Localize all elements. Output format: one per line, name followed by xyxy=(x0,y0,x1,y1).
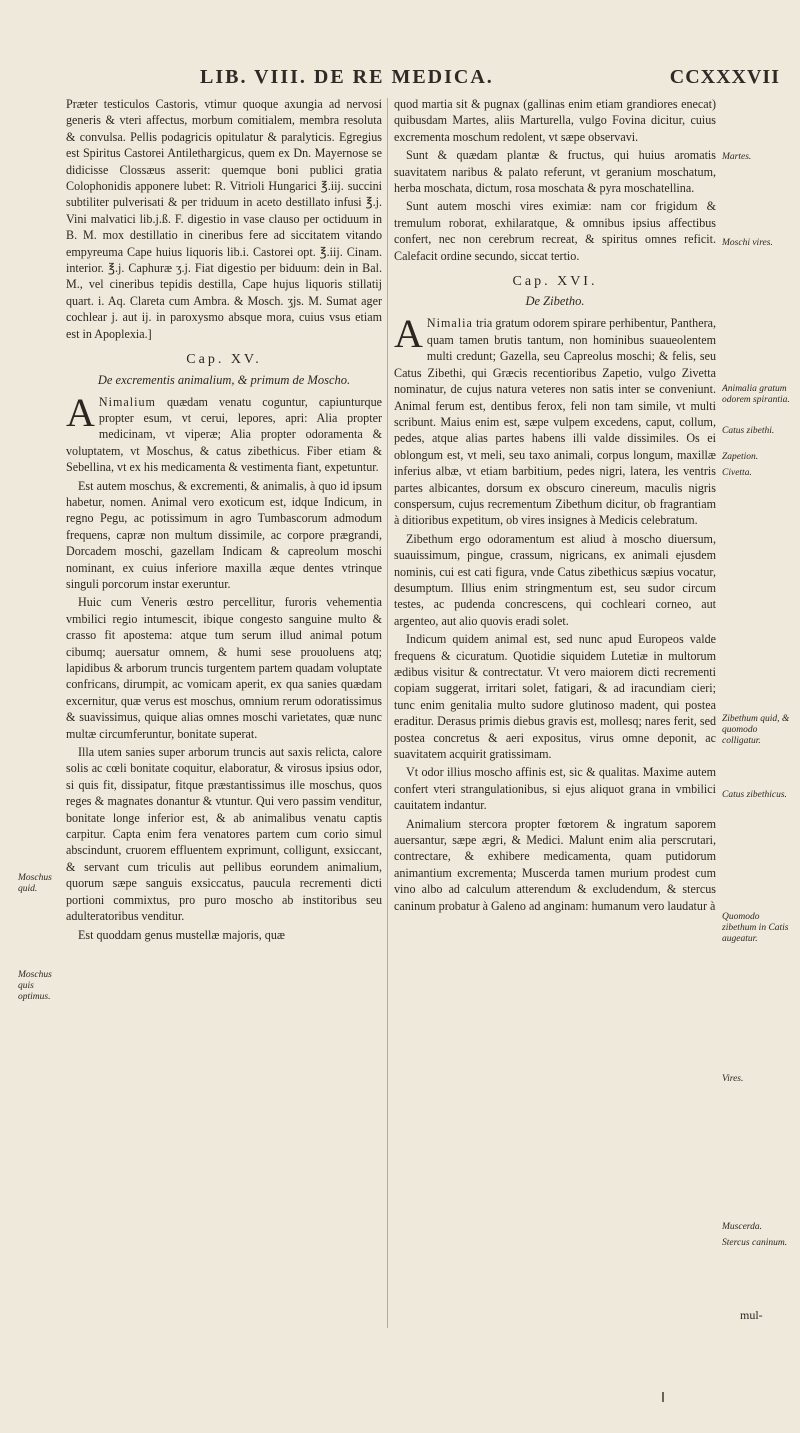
paragraph: Huic cum Veneris œstro percellitur, furoris vehementia vmbilici regio intumescit, ibique congesto sanguine multo & crasso fit apostema: atque tum serum illud animal potum cibumq; auersatur omnem, & humi sese prouoluens atq; lapidibus & arborum truncis turgentem partem quadam voluptate confricans, dirumpit, ac vomicam aperit, ex qua sanies quædam excernitur, quæ verus est moschus, omnium rerum odoratissimus & suavissimus, quique alias omnes moschi varietates, quæ nunc multæ circumferuntur, bonitate superat. xyxy=(66,595,382,741)
margin-note: Animalia gratum odorem spirantia. xyxy=(722,384,790,405)
margin-note: Catus zibethi. xyxy=(722,426,775,436)
margin-note: Quomodo zibethum in Catis augeatur. xyxy=(722,912,789,944)
paragraph: Animalium stercora propter fœtorem & ingratum saporem auersantur, sæpe ægri, & Medici. Malunt enim alia perscrutari, contrectare, & exhibere medicamenta, quam putidorum animantium excrementa; Muscerda tamen murium prodest cum vino albo ad calculum atterendum & excludendum, & stercus caninum probatur à Galeno ad anginam: humanum vero laudatur à xyxy=(394,816,716,913)
lead-word: Nimalia xyxy=(426,316,473,331)
drop-cap: A xyxy=(394,311,423,357)
left-column xyxy=(66,96,382,945)
chapter-title: De Zibetho. xyxy=(525,294,585,309)
margin-note: Catus zibethicus. xyxy=(722,790,787,800)
margin-note: Moschi vires. xyxy=(722,238,773,248)
paragraph: Præter testiculos Castoris, vtimur quoque axungia ad nervosi generis & vteri affectus, morbum comitialem, membra resoluta & convulsa. Pellis podagricis opitulatur & paralyticis. Egregius est Spiritus Castorei Antilethargicus, quem ex Dn. Mayernose se didicisse Clossæus asserit: quemque boni publici gratia Colophonidis apponere lubet: R. Vitrioli Hungarici ℥.iij. succini subtiliter pulverisati & per triduum in aceto destillato infusi ℥.j. Vini malvatici lib.j.ß. F. digestio in vase clauso per octiduum in B. M. mox destillatio in cineribus fere ad siccitatem vitando empyreuma Cape huius liquoris lib.i. Castorei opt. ℥.iij. Cinam. interior. ℥.j. Caphuræ ʒ.j. Fiat digestio per biduum: dein in Bal. M., vel cineribus tepidis destilla, Cape hujus liquoris stillatij quart. i. Aq. Clareta cum Ambra. & Mosch. ʒjs. M. Sumat ager cochlear j. aut ij. in paroxysmo absque mora, cuius vsus etiam est in Apoplexia.] xyxy=(66,97,382,341)
catchword: mul- xyxy=(740,1308,763,1322)
paragraph: Zibethum ergo odoramentum est aliud à moscho diuersum, suauissimum, pingue, crassum, nigricans, ex animali ejusdem nominis, cui est cati figura, vnde Catus zibethicus sæpius vocatur, desumptum. Illius enim stringmentum est, seu sudor circum testes, ac pudenda concrescens, qui cochleari corneo, aut argenteo, aut alio quovis eradi solet. xyxy=(394,531,716,628)
column-divider xyxy=(387,98,388,1328)
right-column xyxy=(394,96,716,916)
chapter-title: De excrementis animalium, & primum de Moscho. xyxy=(97,372,351,387)
chapter-heading: Cap. XVI. xyxy=(512,274,598,290)
paragraph-text: tria gratum odorem spirare perhibentur, Panthera, quam tamen brutis tantum, non hominibus suaueolentem multi credunt; Gazella, seu Capreolus moschi; & felis, seu Catus Zibethi, qui Græcis recentioribus Zapetio, vulgo Zivetta nominatur, de cujus natura veteres non satis inter se conveniunt. Animal ferum est, dentibus ferox, feli non tam simile, vt multi scribunt. Maius enim est, sæpe vulpem excedens, caput, collum, pedes, atque alias partes habens illi valde dissimiles. Os ei oblongum est, vt meli, seu taxo animali, corpus longum, maxillæ inferius albæ, vt etiam barbitium, pedes nigri, latera, les ventris partes albicantes, dorsum ex obscuro cinereum, maculis nigris conspersum, cujus recrementum Zibethum dicitur, ob fragrantiam à ditioribus expetitum, ob vires insignes à Medicis celebratum. xyxy=(394,316,716,528)
margin-note: Civetta. xyxy=(722,468,752,478)
page-number: CCXXXVII xyxy=(669,66,780,88)
paragraph: Sunt & quædam plantæ & fructus, qui huius aromatis suavitatem naribus & palato referunt, vt geranium moschatum, herba moschata, dictum, rosa moschata & pyra moschatellina. xyxy=(394,148,716,196)
margin-note: Stercus caninum. xyxy=(722,1238,788,1248)
paragraph xyxy=(394,311,716,528)
margin-note: Zibethum quid, & quomodo colligatur. xyxy=(722,714,790,746)
paragraph: Indicum quidem animal est, sed nunc apud Europeos valde frequens & cicuratum. Quotidie siquidem Lutetiæ in multorum ædibus visitur & contrectatur. Vt vero maiorem dicti recrementi copiam suggerat, irritari solet, fatigari, & ad iracundiam cieri; tunc enim genitalia multo sudore glutinoso madent, qui postea eraditur. Derasus primis diebus gravis est, mollesq; nares ferit, sed postea concretus & aeri expositus, virus omne deponit, ac suavitatem acquirit gratissimam. xyxy=(394,632,716,762)
paragraph: Sunt autem moschi vires eximiæ: nam cor frigidum & tremulum roborat, exhilaratque, & omnibus ipsius affectibus confert, nec non cerebrum recreat, & spiritus omnes reficit. Calefacit ordine secundo, siccat tertio. xyxy=(394,199,716,263)
paragraph: Illa utem sanies super arborum truncis aut saxis relicta, calore solis ac cœli bonitate coquitur, elaboratur, & virosus ipsius odor, si quis fit, dissipatur, fitque præstantissimus ille moschus, quos reges & magnates donantur & vtuntur. Qui vero passim venditur, bonitate longe inferior est, & ab animalibus venatu captis carpitur. Capta enim fera venatores partem cum corio simul abscindunt, cruorem effluentem exprimunt, colligunt, exsiccant, & servant cum triculis aut pellibus eorundem animalium, quorum sæpe sanguis exsiccatus, paucula recrementi dicti portioni commixtus, pro puro moscho ab institoribus seu adulteratoribus venditur. xyxy=(66,745,382,924)
paragraph: Vt odor illius moscho affinis est, sic & qualitas. Maxime autem confert vteri strangulationibus, si ejus aliquot grana in vmbilici cauitatem indantur. xyxy=(394,765,716,813)
paragraph xyxy=(66,389,382,476)
running-head-title: LIB. VIII. DE RE MEDICA. xyxy=(200,66,494,88)
lead-word: Nimalium xyxy=(98,394,156,409)
margin-note: Muscerda. xyxy=(722,1222,763,1232)
margin-note: Moschus quid. xyxy=(18,873,52,894)
margin-note: Moschus quis optimus. xyxy=(18,970,52,1002)
running-head xyxy=(200,66,780,96)
margin-note: Vires. xyxy=(722,1074,744,1084)
margin-note: Zapetion. xyxy=(722,452,759,462)
paragraph: quod martia sit & pugnax (gallinas enim etiam grandiores enecat) quibusdam Martes, aliis Marturella, vulgo Fovina dicitur, cuius excrementa moschum redolent, vt sæpe observavi. xyxy=(394,97,716,144)
margin-note: Martes. xyxy=(722,152,752,162)
drop-cap: A xyxy=(66,389,95,435)
ink-mark xyxy=(662,1392,664,1402)
paragraph-text: quædam venatu coguntur, capiunturque propter esum, vt cerui, lepores, apri: Alia propter medicinam, vt viperæ; Alia propter odoramenta & voluptatem, vt Moschus, & catus zibethicus. Fiber etiam & Sebellina, vt ex his medicamenta & vestimenta fiant, expetuntur. xyxy=(66,394,382,475)
paragraph: Est quoddam genus mustellæ majoris, quæ xyxy=(78,927,285,942)
paragraph: Est autem moschus, & excrementi, & animalis, à quo id ipsum habetur, nomen. Animal vero exoticum est, idque Indicum, in regno Pegu, ac potissimum in agro Tumbascorum admodum frequens, capræ non multum dissimile, ac corpore prægrandi, Dorcadem moschi, gazellam Indicam & capreolum moschi nominant, ex cuius inferiore maxilla æque dentes vtrinque singuli porcorum instar exeruntur. xyxy=(66,478,382,591)
chapter-heading: Cap. XV. xyxy=(186,352,262,368)
